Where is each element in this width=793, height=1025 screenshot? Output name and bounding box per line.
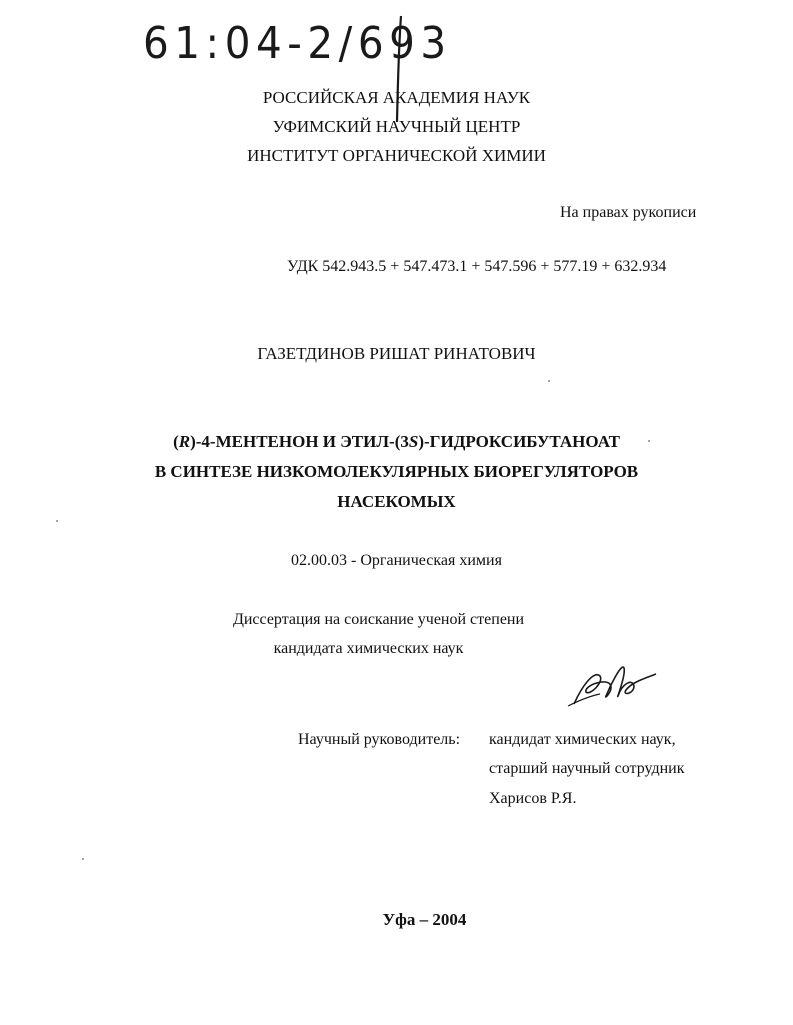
scientific-center: УФИМСКИЙ НАУЧНЫЙ ЦЕНТР [272,117,521,136]
title-italic-s: S [408,432,419,451]
title-line-1 [0,432,793,452]
scan-speck [82,858,84,860]
signature-scribble [560,656,670,716]
title-prefix: ( [173,432,179,451]
scan-speck [648,440,650,442]
supervisor-degree: кандидат химических наук, [489,731,676,748]
scan-speck [56,520,58,522]
degree-line-1: Диссертация на соискание ученой степени [232,611,525,628]
city-year: Уфа – 2004 [382,910,467,929]
author-name: ГАЗЕТДИНОВ РИШАТ РИНАТОВИЧ [257,344,536,363]
title-line-2: В СИНТЕЗЕ НИЗКОМОЛЕКУЛЯРНЫХ БИОРЕГУЛЯТОРОВ [154,462,639,481]
supervisor-label: Научный руководитель: [298,731,461,748]
supervisor-name: Харисов Р.Я. [489,790,577,807]
title-italic-r: R [178,432,191,451]
specialty: 02.00.03 - Органическая химия [291,552,502,569]
archive-number: 61:04-2/693 [143,18,452,69]
title-middle: )-4-МЕНТЕНОН И ЭТИЛ-(3 [190,432,409,451]
scan-speck [548,380,550,382]
degree-line-2: кандидата химических наук [273,640,464,657]
udk-code: УДК 542.943.5 + 547.473.1 + 547.596 + 577.19 + 632.934 [287,258,667,275]
manuscript-rights: На правах рукописи [560,204,697,221]
institute-name: ИНСТИТУТ ОРГАНИЧЕСКОЙ ХИМИИ [247,146,546,165]
title-suffix: )-ГИДРОКСИБУТАНОАТ [418,432,620,451]
supervisor-position: старший научный сотрудник [489,760,685,777]
academy-name: РОССИЙСКАЯ АКАДЕМИЯ НАУК [262,88,531,107]
title-line-3: НАСЕКОМЫХ [337,492,456,511]
